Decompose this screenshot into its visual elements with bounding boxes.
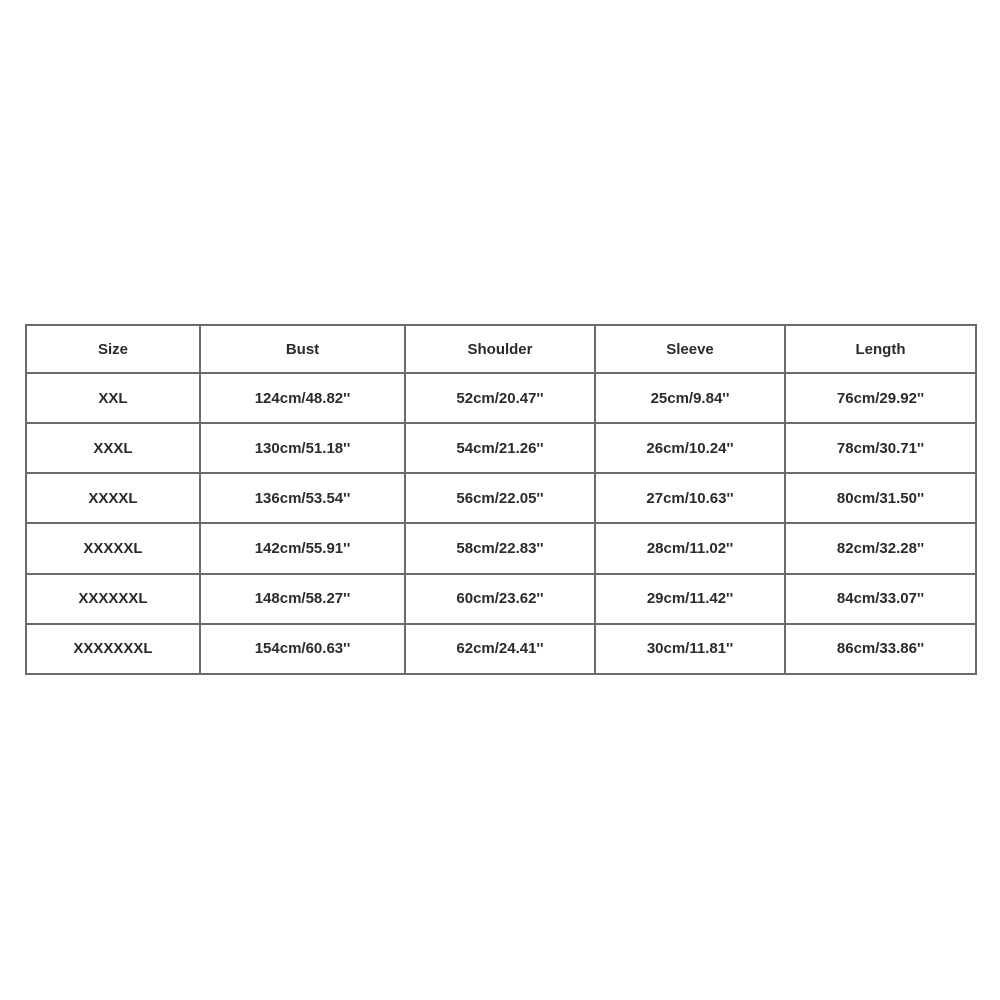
table-row bbox=[26, 373, 976, 423]
size-chart-table bbox=[25, 324, 977, 675]
cell-length: 78cm/30.71'' bbox=[785, 423, 976, 473]
cell-bust: 142cm/55.91'' bbox=[200, 523, 405, 573]
size-chart-header bbox=[26, 325, 976, 373]
header-bust: Bust bbox=[200, 325, 405, 373]
cell-size: XXXL bbox=[26, 423, 200, 473]
cell-shoulder: 54cm/21.26'' bbox=[405, 423, 595, 473]
cell-sleeve: 30cm/11.81'' bbox=[595, 624, 785, 674]
cell-sleeve: 26cm/10.24'' bbox=[595, 423, 785, 473]
cell-sleeve: 25cm/9.84'' bbox=[595, 373, 785, 423]
cell-shoulder: 52cm/20.47'' bbox=[405, 373, 595, 423]
cell-shoulder: 58cm/22.83'' bbox=[405, 523, 595, 573]
cell-size: XXXXL bbox=[26, 473, 200, 523]
cell-shoulder: 62cm/24.41'' bbox=[405, 624, 595, 674]
cell-shoulder: 60cm/23.62'' bbox=[405, 574, 595, 624]
cell-length: 82cm/32.28'' bbox=[785, 523, 976, 573]
cell-sleeve: 28cm/11.02'' bbox=[595, 523, 785, 573]
table-row bbox=[26, 523, 976, 573]
table-row bbox=[26, 574, 976, 624]
cell-length: 84cm/33.07'' bbox=[785, 574, 976, 624]
header-length: Length bbox=[785, 325, 976, 373]
cell-size: XXL bbox=[26, 373, 200, 423]
table-row bbox=[26, 473, 976, 523]
cell-bust: 124cm/48.82'' bbox=[200, 373, 405, 423]
cell-length: 76cm/29.92'' bbox=[785, 373, 976, 423]
cell-sleeve: 29cm/11.42'' bbox=[595, 574, 785, 624]
header-row bbox=[26, 325, 976, 373]
table-row bbox=[26, 423, 976, 473]
cell-length: 86cm/33.86'' bbox=[785, 624, 976, 674]
cell-size: XXXXXXL bbox=[26, 574, 200, 624]
cell-bust: 148cm/58.27'' bbox=[200, 574, 405, 624]
cell-bust: 136cm/53.54'' bbox=[200, 473, 405, 523]
header-size: Size bbox=[26, 325, 200, 373]
header-shoulder: Shoulder bbox=[405, 325, 595, 373]
table-row bbox=[26, 624, 976, 674]
cell-shoulder: 56cm/22.05'' bbox=[405, 473, 595, 523]
cell-sleeve: 27cm/10.63'' bbox=[595, 473, 785, 523]
header-sleeve: Sleeve bbox=[595, 325, 785, 373]
cell-size: XXXXXL bbox=[26, 523, 200, 573]
cell-size: XXXXXXXL bbox=[26, 624, 200, 674]
cell-bust: 154cm/60.63'' bbox=[200, 624, 405, 674]
cell-length: 80cm/31.50'' bbox=[785, 473, 976, 523]
cell-bust: 130cm/51.18'' bbox=[200, 423, 405, 473]
size-chart-body bbox=[26, 373, 976, 674]
